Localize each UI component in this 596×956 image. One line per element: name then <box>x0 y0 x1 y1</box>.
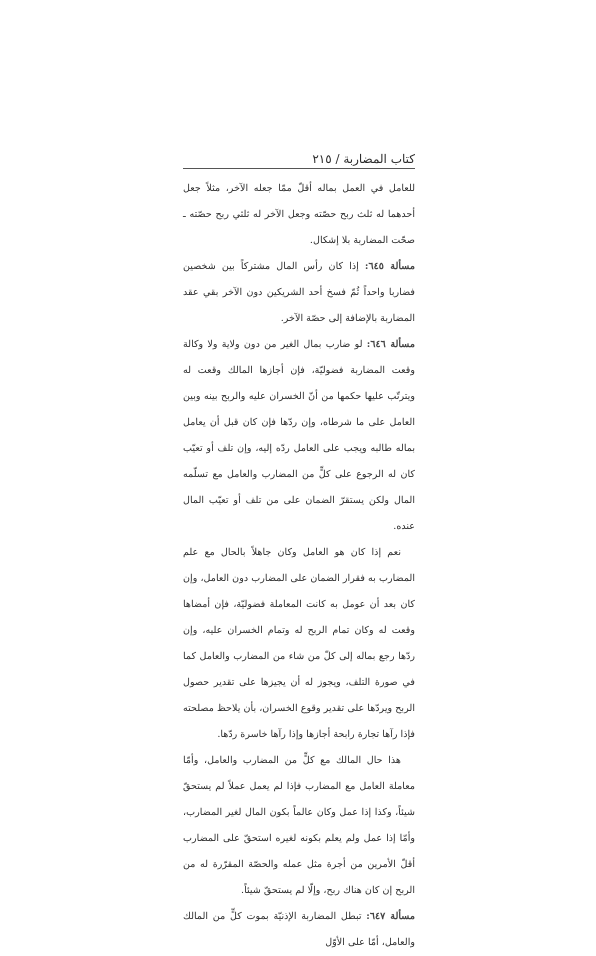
paragraph-text: لو ضارب بمال الغير من دون ولاية ولا وكالة وقعت المضاربة فضوليّة، فإن أجازها المالك وقعت له ويترتّب عليها حكمها من أنّ الخسران عليه والربح بينه وبين العامل على ما شرطاه، وإن ردّها فإن كان قبل أن يعامل بماله طالبه ويجب على العامل ردّه إليه، وإن تلف أو تعيّب كان له الرجوع على كلٍّ من المضارب والعامل مع تسلّمه المال ولكن يستقرّ الضمان على من تلف أو تعيّب المال عنده. <box>183 339 415 532</box>
paragraph-text: للعامل في العمل بماله أقلّ ممّا جعله الآخر، مثلاً جعل أحدهما له ثلث ربح حصّته وجعل الآخر له ثلثي ربح حصّته ـ صحّت المضاربة بلا إشكال. <box>183 183 415 246</box>
paragraph-text: هذا حال المالك مع كلٍّ من المضارب والعامل، وأمّا معاملة العامل مع المضارب فإذا لم يعمل عملاً لم يستحقّ شيئاً، وكذا إذا عمل وكان عالماً بكون المال لغير المضارب، وأمّا إذا عمل ولم يعلم بكونه لغيره استحقّ على المضارب أقلّ الأمرين من أجرة مثل عمله والحصّة المقرّرة له من الربح إن كان هناك ربح، وإلّا لم يستحقّ شيئاً. <box>183 755 415 896</box>
paragraph-text: إذا كان رأس المال مشتركاً بين شخصين فضاربا واحداً ثُمّ فسخ أحد الشريكين دون الآخر بقي عقد المضاربة بالإضافة إلى حصّة الآخر. <box>183 261 415 324</box>
paragraph-4 <box>183 540 415 748</box>
issue-number: مسألة ٦٤٧: <box>366 911 415 922</box>
header-divider <box>183 168 415 169</box>
paragraph-text: تبطل المضاربة الإذنيّة بموت كلٍّ من المالك والعامل، أمّا على الأوّل <box>183 911 415 948</box>
issue-number: مسألة ٦٤٥: <box>364 261 415 272</box>
paragraph-1 <box>183 176 415 254</box>
paragraph-3 <box>183 332 415 540</box>
paragraph-2 <box>183 254 415 332</box>
paragraph-5 <box>183 748 415 904</box>
paragraph-text: نعم إذا كان هو العامل وكان جاهلاً بالحال مع علم المضارب به فقرار الضمان على المضارب دون العامل، وإن كان بعد أن عومل به كانت المعاملة فضوليّة، فإن أمضاها وقعت له وكان تمام الربح له وتمام الخسران عليه، وإن ردّها رجع بماله إلى كلّ من شاء من المضارب والعامل كما في صورة التلف، ويجوز له أن يجيزها على تقدير حصول الربح ويردّها على تقدير وقوع الخسران، بأن يلاحظ مصلحته فإذا رآها تجارة رابحة أجازها وإذا رآها خاسرة ردّها. <box>183 547 415 740</box>
paragraph-6 <box>183 904 415 956</box>
issue-number: مسألة ٦٤٦: <box>366 339 416 350</box>
page-header: كتاب المضاربة / ٢١٥ <box>312 152 415 166</box>
page-body <box>183 176 415 956</box>
